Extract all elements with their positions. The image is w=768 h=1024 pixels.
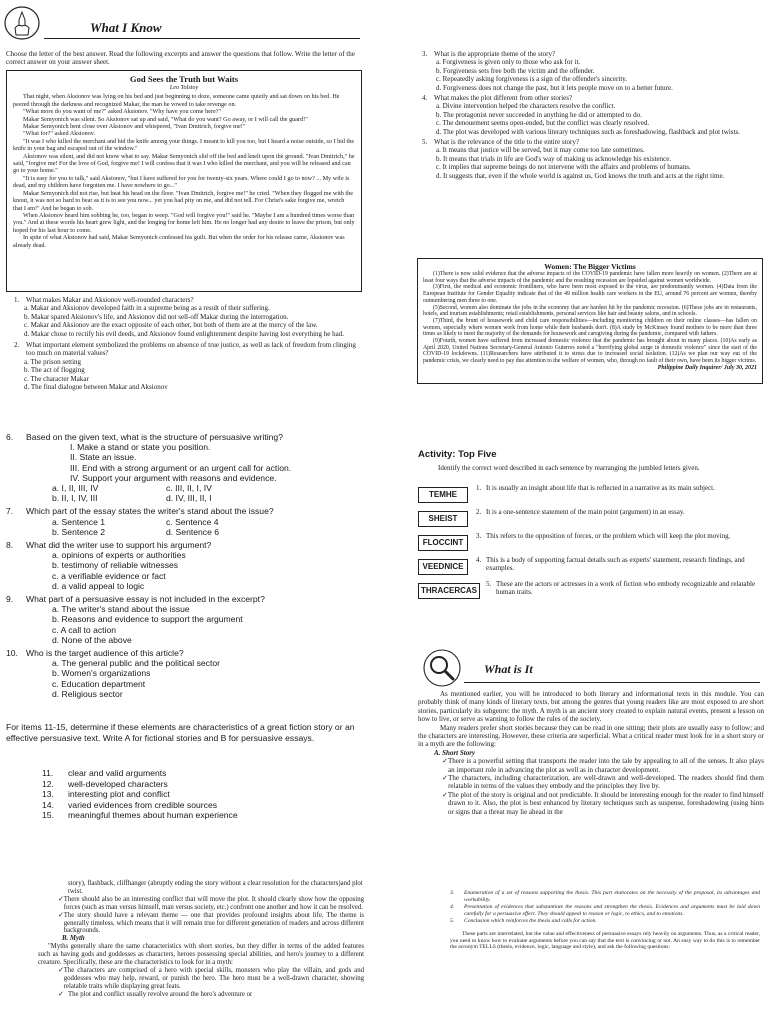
article-paragraph: (7)Third, the brunt of housework and child care responsibilities—including monitoring children on their online classes—has fallen on women, especially where women work from home while their husbands don't. (8)A study by McKinsey found mothers to be more than three times as likely to meet the majority of the demands for housework and caregiving during the pandemic, compared with fathers.: [423, 317, 757, 338]
essay-part-number: 3.: [450, 890, 455, 896]
option-row: [6, 527, 362, 537]
answer-option: c. Education department: [52, 678, 146, 689]
what-i-know-header: [2, 4, 362, 42]
question-stem: [6, 432, 362, 442]
question-text: What is the appropriate theme of the story?: [434, 50, 556, 58]
outro-text: These parts are interrelated, but the value and effectiveness of persuasive essays rely heavily on arguments. Thus, as a critical reader, you need to know how to evaluate arguments before you can say that the text is convincing or not. An easy way to do this is to remember the acronym TELLS (thesis, evidence, logic, language and style), and ask the following questions:: [450, 930, 760, 951]
activity-title: Activity: Top Five: [418, 449, 497, 460]
activity-clue: [486, 580, 762, 597]
point-text: There should also be an interesting conflict that will move the plot. It should clearly show how the opposing forces (such as man versus himself, man versus society, etc.) confront one another and how it can be resolved.: [63, 895, 364, 911]
question-text: What did the writer use to support his argument?: [26, 540, 212, 551]
bottom-left-continuation: [38, 880, 364, 1022]
jumbled-word-box: FLOCCINT: [418, 535, 468, 551]
answer-option: a. Makar and Aksionov developed faith in a supreme being as a result of their suffering.: [24, 304, 270, 313]
short-story-point: [418, 791, 764, 816]
activity-items: [418, 484, 764, 597]
activity-clue: [476, 556, 762, 573]
article-paragraph: (9)Fourth, women have suffered from increased domestic violence that the pandemic has brought about in many places. (10)As early as April 2020, United Nations Secretary-General Antonio Guterres noted a "horrifying global surge in domestic violence" since the start of the COVID-19 lockdowns. (11)Researchers have attributed it to stress due to increased social isolation. (12)As we plan our way out of the pandemic crisis, we clearly need to pay due attention to the welfare of women, who, through no fault of their own, have been its bigger victims.: [423, 338, 757, 365]
answer-option: c. Makar and Aksionov are the exact opposite of each other, but both of them are at the mercy of the law.: [24, 321, 318, 330]
question-stem: [14, 341, 360, 358]
question-number: 3.: [422, 50, 428, 58]
roman-item: III. End with a strong argument or an urgent call for action.: [70, 462, 292, 473]
checkmark-icon: ✓: [58, 990, 64, 998]
activity-clue: [476, 508, 762, 516]
answer-option: a. It means that justice will be served, but it may come too late sometimes.: [436, 146, 645, 155]
question: [422, 50, 762, 92]
article-paragraph: (3)First, the medical and economic frontliners, who have been most exposed to the virus, are predominantly women. (4)Data from the European Institute for Gender Equality indicate that of the 49 million health care workers in the EU, around 76 percent are women, thereby outnumbering men three to one.: [423, 284, 757, 304]
answer-option: b. Women's organizations: [52, 668, 151, 679]
answer-option: b. The act of flogging: [24, 366, 85, 375]
checkmark-icon: ✓: [442, 790, 448, 799]
what-is-it-paragraph: As mentioned earlier, you will be introduced to both literary and informational texts in this module. You can probably think of many kinds of literary texts, but among the genres that young readers like are most exposed to are short stories, particularly its subgenre: the myth. A myth is an ancient story created to explain natural events, present a lesson on how to live, or serve as warning to follow the rules of the society.: [418, 690, 764, 724]
story-title: God Sees the Truth but Waits: [129, 74, 239, 84]
what-is-it-header: [418, 648, 764, 688]
question-stem: [6, 594, 362, 604]
item-number: 11.: [42, 768, 54, 778]
essay-part-text: Conclusion which reinforces the thesis and calls for action.: [464, 918, 597, 925]
answer-option: b. Reasons and evidence to support the argument: [52, 614, 243, 625]
point-text: The plot of the story is original and not predictable. It should be interesting enough for the reader to find himself drawn to it. Also, the plot is best enhanced by literary techniques such as suspense, foreshadowing (using hints or signs that a threat may lie ahead in the: [447, 790, 764, 816]
clue-number: 1.: [476, 484, 482, 492]
story-paragraph: Makar Semyonich did not rise, but beat his head on the floor. "Ivan Dmitrich, forgive me!" he cried. "When they flogged me with the knout, it was not so hard to bear as it is to see you now... yet you had pity on me, and did not tell. For Christ's sake forgive me, wretch that I am!" And he began to sob.: [13, 189, 353, 212]
answer-option: c. Repeatedly asking forgiveness is a sign of the offender's sincerity.: [436, 75, 628, 84]
question-stem: [14, 296, 360, 304]
answer-option: a. Divine intervention helped the characters resolve the conflict.: [436, 102, 616, 111]
question-stem: [6, 648, 362, 658]
fiction-persuasive-item: [42, 810, 362, 821]
clue-number: 4.: [476, 556, 482, 564]
what-i-know-title: What I Know: [90, 20, 162, 35]
item-number: 13.: [42, 789, 54, 800]
answer-option: c. The character Makar: [24, 374, 89, 383]
what-i-know-instructions: Choose the letter of the best answer. Read the following excerpts and answer the questions that follow. Write the letter of the correct answer on your answer sheet.: [6, 50, 355, 67]
answer-option: c. III, II, I, IV: [166, 483, 212, 494]
article-source: Philippine Daily Inquirer/ July 30, 2021: [657, 364, 757, 371]
jumbled-word-box: SHEIST: [418, 511, 468, 527]
jumbled-word-box: VEEDNICE: [418, 559, 468, 575]
answer-option: c. A call to action: [52, 624, 117, 635]
question-stem: [6, 506, 362, 516]
option-row: [6, 493, 362, 503]
point-text: The plot and conflict usually revolve around the hero's adventure or: [68, 990, 253, 998]
point-text: The characters are comprised of a hero with special skills, monsters who play the villain, and gods and goddesses who may help, reward, or punish the hero. The hero must be a well-drawn character, showing relatable traits while displaying great feats.: [63, 966, 364, 990]
story-paragraph: When Aksionov heard him sobbing he, too, began to weep. "God will forgive you!" said he. "Maybe I am a hundred times worse than you." And at these words his heart grew light, and the longing for home left him. He no longer had any desire to leave the prison, but only hoped for his last hour to come.: [13, 211, 355, 234]
clue-text: This is a body of supporting factual details such as experts' statement, research findings, and examples.: [486, 556, 745, 573]
story-paragraph: Makar Semyonich bent close over Aksionov and whispered, "Ivan Dmitrich, forgive me!": [23, 123, 246, 131]
article-text: [423, 271, 757, 365]
clue-text: This refers to the opposition of forces, or the problem which will keep the plot moving.: [486, 532, 731, 540]
point-text: The characters, including characterization, are well-drawn and well-developed. The readers should find them relatable in terms of the values they embody and the principles they live by.: [448, 774, 764, 791]
essay-part-text: Presentation of evidences that substantiate the reasons and strengthen the thesis. Evidences and arguments must be laid down carefully for a persuasive effect. They should appeal to reason or logic, to ethics, and to emotions.: [464, 904, 760, 917]
item-text: interesting plot and conflict: [68, 789, 170, 800]
clue-text: It is a one-sentence statement of the main point (argument) in an essay.: [486, 508, 685, 516]
question-text: Who is the target audience of this article?: [26, 648, 184, 659]
answer-option: d. a valid appeal to logic: [52, 580, 145, 591]
answer-option: b. The protagonist never succeeded in anything he did or attempted to do.: [436, 110, 642, 119]
answer-option: c. It implies that supreme beings do not intervene with the affairs and problems of humans.: [436, 163, 691, 172]
story-point: [58, 896, 364, 912]
what-is-it-body: [418, 690, 764, 870]
myth-point: [58, 967, 364, 991]
story-paragraph: "What for?" asked Aksionov.: [23, 130, 96, 138]
essay-part-number: 5.: [450, 918, 455, 925]
question-number: 2.: [14, 341, 20, 350]
story-point: [58, 912, 364, 936]
activity-row: [418, 580, 764, 602]
question-text: What makes Makar and Aksionov well-rounded characters?: [26, 296, 194, 304]
question-number: 8.: [6, 540, 14, 551]
fiction-persuasive-item: [42, 789, 362, 800]
article-paragraph: (5)Second, women also dominate the jobs in the economy that are hardest hit by the pandemic recession. (6)These jobs are in restaurants, hotels, and tourism establishments; retail establishments, personal services like hair and beauty salons, and in schools.: [423, 304, 757, 318]
answer-option: d. It suggests that, even if the whole world is against us, God knows the truth and acts at the right time.: [436, 171, 725, 180]
answer-option: d. Makar chose to rectify his evil deeds, and Aksionov found enlightenment despite having lost everything he had.: [24, 329, 344, 338]
question-number: 10.: [6, 648, 18, 659]
fiction-persuasive-item: [42, 800, 362, 811]
activity-instructions: Identify the correct word described in each sentence by rearranging the jumbled letters given.: [438, 464, 700, 472]
answer-option: c. The denouement seems open-ended, but the conflict was clearly resolved.: [436, 119, 650, 128]
question-number: 9.: [6, 594, 14, 605]
story-paragraph: Makar Semyonich was silent. So Aksionov sat up and said, "What do you want? Go away, or I will call the guard!": [23, 115, 308, 123]
jumbled-word-box: THRACERCAS: [418, 583, 480, 599]
question-stem: [422, 138, 762, 146]
answer-option: a. The writer's stand about the issue: [52, 604, 190, 615]
essay-part-number: 4.: [450, 904, 455, 911]
question-stem: [6, 540, 362, 550]
checkmark-icon: ✓: [442, 774, 448, 783]
question-text: Which part of the essay states the writer's stand about the issue?: [26, 506, 274, 517]
answer-option: c. Sentence 4: [166, 516, 219, 527]
question: [6, 432, 362, 503]
story-paragraph: "It was I who killed the merchant and hid the knife among your things. I meant to kill you too, but I heard a noise outside, so I hid the knife in your bag and escaped out of the window.": [13, 137, 355, 153]
clue-text: It is usually an insight about life that is reflected in a narrative as its main subject.: [486, 484, 715, 492]
essay-part: [450, 904, 760, 917]
answer-option: b. Sentence 2: [52, 526, 106, 537]
point-text: The story should have a relevant theme — one that provides profound insights about life. The theme is generally timeless, which means that it will remain true for different generation of readers and across different backgrounds.: [63, 911, 364, 935]
clue-text: These are the actors or actresses in a work of fiction who embody recognizable and relatable human traits.: [496, 580, 756, 597]
answer-option: d. Sentence 6: [166, 526, 220, 537]
question-text: What makes the plot different from other stories?: [434, 94, 573, 103]
answer-option: d. Religious sector: [52, 688, 123, 699]
item-text: meaningful themes about human experience: [68, 810, 238, 821]
question: [6, 648, 362, 699]
question-number: 4.: [422, 94, 428, 103]
short-story-point: [418, 774, 764, 791]
story-paragraph: "It is easy for you to talk," said Aksionov, "but I have suffered for you for twenty-six years. Where could I go to now? ... My wife is dead, and my children have forgotten me. I have nowhere to go...": [13, 174, 350, 190]
story-text: [13, 93, 355, 249]
what-is-it-underline: [464, 682, 760, 683]
magnifier-icon: [422, 648, 462, 688]
fiction-persuasive-item: [42, 768, 362, 779]
question-text: What is the relevance of the title to the entire story?: [434, 138, 579, 147]
answer-option: d. The final dialogue between Makar and Aksionov: [24, 383, 168, 392]
answer-option: b. Forgiveness sets free both the victim and the offender.: [436, 66, 595, 75]
answer-option: a. opinions of experts or authorities: [52, 550, 186, 561]
question-text: What important element symbolized the problems on absence of true justice, as well as lack of freedom from clinging too much on material values?: [26, 341, 356, 358]
item-number: 12.: [42, 778, 54, 789]
answer-option: d. Forgiveness does not change the past, but it lets people move on to a better future.: [436, 83, 673, 92]
answer-option: a. The general public and the political sector: [52, 658, 221, 669]
answer-option: a. Forgiveness is given only to those who ask for it.: [436, 58, 581, 67]
checkmark-icon: ✓: [442, 757, 448, 766]
item-text: well-developed characters: [68, 778, 168, 789]
pencil-hand-icon: [2, 4, 42, 42]
roman-item: IV. Support your argument with reasons and evidence.: [70, 472, 277, 483]
story-paragraph: Aksionov was silent, and did not know what to say. Makar Semyonich slid off the bed and knelt upon the ground. "Ivan Dmitrich," he said, "forgive me! For the love of God, forgive me! I will confess that it was I who killed the merchant, and you will be released and can go to your home.": [13, 152, 355, 175]
checkmark-icon: ✓: [58, 966, 64, 974]
myth-intro: "Myths generally share the same characteristics with short stories, but they differ in terms of the added features such as having gods and goddesses as characters, heroes possessing special abilities, and hero's journey to a different creature. Specifically, these are the characteristics to look for in a myth:: [38, 943, 364, 967]
point-text: There is a powerful setting that transports the reader into the tale by appealing to all of the senses. It also plays an important role in advancing the plot as well as in character development.: [448, 757, 764, 774]
article-box: [417, 258, 763, 384]
checkmark-icon: ✓: [58, 895, 64, 903]
option-row: [6, 517, 362, 527]
answer-option: d. None of the above: [52, 634, 132, 645]
questions-3-5: [422, 50, 762, 182]
answer-option: d. IV, III, II, I: [166, 493, 212, 504]
items-11-15-intro: For items 11-15, determine if these elements are characteristics of a great fiction story or an effective persuasive text. Write A for fictional stories and B for persuasive essays.: [6, 722, 355, 743]
activity-row: [418, 508, 764, 530]
question-text: What part of a persuasive essay is not included in the excerpt?: [26, 594, 265, 605]
question-stem: [422, 50, 762, 58]
question: [422, 138, 762, 180]
question-number: 6.: [6, 432, 14, 442]
checkmark-icon: ✓: [58, 911, 64, 919]
activity-row: [418, 532, 764, 554]
story-paragraph: "What more do you want of me?" asked Aksionov. "Why have you come here?": [23, 108, 222, 116]
question-number: 7.: [6, 506, 14, 517]
activity-row: [418, 556, 764, 578]
activity-clue: [476, 484, 762, 492]
question-number: 5.: [422, 138, 428, 147]
item-text: clear and valid arguments: [68, 768, 167, 778]
question: [14, 296, 360, 338]
roman-item: II. State an issue.: [70, 452, 137, 463]
answer-option: a. The prison setting: [24, 357, 82, 366]
what-is-it-title: What is It: [484, 662, 533, 676]
answer-option: c. a verifiable evidence or fact: [52, 570, 166, 581]
essay-part-text: Enumeration of a set of reasons supporting the thesis. This part elaborates on the necessity of the proposal, its advantages and workability.: [464, 890, 760, 903]
answer-option: b. It means that trials in life are God's way of making us acknowledge his existence.: [436, 154, 672, 163]
question-number: 1.: [14, 296, 20, 304]
questions-6-10: [6, 432, 362, 702]
bottom-right-persuasive-parts: [450, 890, 760, 1020]
clue-number: 5.: [486, 580, 492, 588]
option-row: [6, 483, 362, 493]
items-11-15-list: [42, 768, 362, 821]
questions-1-2: [14, 296, 360, 394]
answer-option: a. Sentence 1: [52, 516, 106, 527]
item-text: varied evidences from credible sources: [68, 799, 218, 810]
essay-part: [450, 890, 760, 903]
answer-option: b. testimony of reliable witnesses: [52, 560, 179, 571]
answer-option: a. I, II, III, IV: [52, 483, 99, 494]
question: [422, 94, 762, 136]
question: [6, 540, 362, 591]
question: [14, 341, 360, 391]
answer-option: b. Makar spared Aksionov's life, and Aksionov did not sell-off Makar during the interrogation.: [24, 312, 289, 321]
continued-text: story), flashback, cliffhanger (abruptly ending the story without a clear resolution for the characters)and plot twist.: [68, 880, 363, 895]
story-author: Leo Tolstoy: [169, 84, 199, 91]
short-story-point: [418, 757, 764, 774]
question-text: Based on the given text, what is the structure of persuasive writing?: [26, 432, 283, 442]
clue-number: 2.: [476, 508, 482, 516]
myth-label: B. Myth: [62, 935, 85, 943]
article-title: Women: The Bigger Victims: [544, 262, 636, 271]
fiction-persuasive-item: [42, 779, 362, 790]
clue-number: 3.: [476, 532, 482, 540]
activity-clue: [476, 532, 762, 540]
article-paragraph: (1)There is now solid evidence that the adverse impacts of the COVID-19 pandemic have fallen more heavily on women. (2)There are at least four ways that the adverse impacts of the pandemic and the resulting recession are lopsided against women worldwide.: [423, 271, 757, 284]
short-story-label: A. Short Story: [434, 748, 476, 757]
question: [6, 506, 362, 537]
item-number: 15.: [42, 810, 54, 821]
jumbled-word-box: TEMHE: [418, 487, 468, 503]
story-paragraph: In spite of what Aksionov had said, Makar Semyonich confessed his guilt. But when the order for his release came, Aksionov was already dead.: [13, 234, 345, 249]
what-is-it-paragraph: Many readers prefer short stories because they can be read in one sitting; their plots are usually easy to follow; and the characters are interesting. However, these criteria are superficial. What a critical reader must look for in a short story or in a myth are the following:: [418, 723, 764, 749]
answer-option: b. II, I, IV, III: [52, 493, 98, 504]
answer-option: d. The plot was developed with various literary techniques such as foreshadowing, flashback and plot twists.: [436, 127, 740, 136]
title-underline: [44, 38, 360, 39]
question: [6, 594, 362, 645]
item-number: 14.: [42, 799, 54, 810]
roman-item: I. Make a stand or state you position.: [70, 442, 211, 453]
story-paragraph: That night, when Aksionov was lying on his bed and just beginning to doze, someone came quietly and sat down on his bed. He peered through the darkness and recognized Makar, the man he vowed to take revenge on.: [13, 93, 340, 108]
question-stem: [422, 94, 762, 102]
story-box: [6, 70, 362, 292]
myth-point: [58, 991, 364, 999]
essay-part: [450, 918, 760, 925]
activity-row: [418, 484, 764, 506]
